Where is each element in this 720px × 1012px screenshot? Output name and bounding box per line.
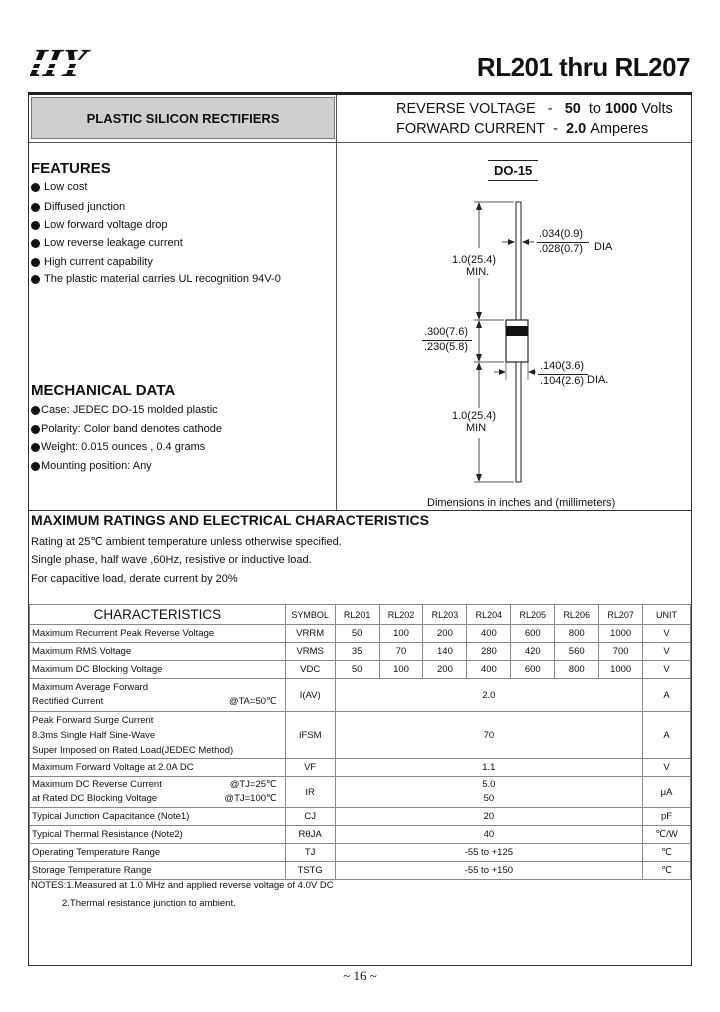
table-row xyxy=(30,625,691,643)
table-row xyxy=(30,712,691,759)
row-label: Maximum Average Forward Rectified Current @TA=50℃ xyxy=(30,679,286,712)
row-symbol: I(AV) xyxy=(285,679,335,712)
cell-value: 40 xyxy=(335,826,642,844)
mechanical-item: Polarity: Color band denotes cathode xyxy=(31,423,222,435)
row-symbol: TJ xyxy=(285,844,335,862)
body-length-max: .300(7.6) xyxy=(424,326,469,338)
lead-top xyxy=(516,202,521,320)
row-unit: μA xyxy=(643,777,691,808)
mechanical-item: Mounting position: Any xyxy=(31,460,152,472)
table-row xyxy=(30,844,691,862)
row-unit: V xyxy=(643,643,691,661)
body-diameter-max: .140(3.6) xyxy=(540,360,585,372)
column-header: RL201 xyxy=(335,605,379,625)
column-header: RL206 xyxy=(555,605,599,625)
mechanical-item: Weight: 0.015 ounces , 0.4 grams xyxy=(31,441,205,453)
row-label: Operating Temperature Range xyxy=(30,844,286,862)
frame-top-rule xyxy=(28,92,692,95)
cathode-band xyxy=(506,326,528,336)
row-symbol: TSTG xyxy=(285,862,335,880)
rating-condition: For capacitive load, derate current by 20% xyxy=(31,573,238,585)
cell-value: 2.0 xyxy=(335,679,642,712)
cell-value: -55 to +125 xyxy=(335,844,642,862)
cell-value: 400 xyxy=(467,661,511,679)
do15-package-drawing xyxy=(336,180,692,510)
column-header: UNIT xyxy=(643,605,691,625)
row-unit: pF xyxy=(643,808,691,826)
bullet-icon xyxy=(31,275,40,284)
section-divider xyxy=(29,510,691,511)
feature-item: The plastic material carries UL recognition 94V-0 xyxy=(31,273,281,285)
lead-diameter-min: .028(0.7) xyxy=(539,243,584,255)
row-symbol: IFSM xyxy=(285,712,335,759)
lead-length-bottom: 1.0(25.4) xyxy=(452,410,497,422)
row-unit: V xyxy=(643,661,691,679)
row-label: Maximum Forward Voltage at 2.0A DC xyxy=(30,759,286,777)
column-header: RL204 xyxy=(467,605,511,625)
bullet-icon xyxy=(31,406,40,415)
row-symbol: IR xyxy=(285,777,335,808)
row-label: Maximum DC Blocking Voltage xyxy=(30,661,286,679)
table-row xyxy=(30,661,691,679)
column-header: RL202 xyxy=(379,605,423,625)
body-diameter-unit: DIA. xyxy=(587,374,609,386)
note-1: NOTES:1.Measured at 1.0 MHz and applied reverse voltage of 4.0V DC xyxy=(31,880,334,891)
page-number: ~ 16 ~ xyxy=(343,968,377,983)
bullet-icon xyxy=(31,258,40,267)
row-symbol: CJ xyxy=(285,808,335,826)
product-type: PLASTIC SILICON RECTIFIERS xyxy=(86,110,280,126)
bullet-icon xyxy=(31,462,40,471)
table-row xyxy=(30,777,691,808)
rating-condition: Single phase, half wave ,60Hz, resistive or inductive load. xyxy=(31,554,312,566)
lead-bottom xyxy=(516,362,521,482)
row-unit: ℃ xyxy=(643,844,691,862)
cell-value: 50 xyxy=(335,625,379,643)
mechanical-item: Case: JEDEC DO-15 molded plastic xyxy=(31,404,218,416)
bullet-icon xyxy=(31,443,40,452)
table-row xyxy=(30,679,691,712)
row-label: Typical Thermal Resistance (Note2) xyxy=(30,826,286,844)
package-name: DO-15 xyxy=(488,160,538,181)
row-label: Peak Forward Surge Current 8.3ms Single Half Sine-Wave Super Imposed on Rated Load(JEDEC Method) xyxy=(30,712,286,759)
row-unit: ℃ xyxy=(643,862,691,880)
cell-value: 70 xyxy=(379,643,423,661)
column-header: RL205 xyxy=(511,605,555,625)
cell-value: 400 xyxy=(467,625,511,643)
row-unit: A xyxy=(643,679,691,712)
bullet-icon xyxy=(31,203,40,212)
cell-value: 560 xyxy=(555,643,599,661)
row-symbol: VF xyxy=(285,759,335,777)
row-symbol: VRRM xyxy=(285,625,335,643)
row-label: Typical Junction Capacitance (Note1) xyxy=(30,808,286,826)
note-2: 2.Thermal resistance junction to ambient. xyxy=(62,898,236,909)
features-title: FEATURES xyxy=(31,160,111,177)
row-symbol: VRMS xyxy=(285,643,335,661)
table-row xyxy=(30,808,691,826)
cell-value: 1.1 xyxy=(335,759,642,777)
cell-value: 35 xyxy=(335,643,379,661)
cell-value: 20 xyxy=(335,808,642,826)
feature-item: Low forward voltage drop xyxy=(31,219,168,231)
row-label: Maximum Recurrent Peak Reverse Voltage xyxy=(30,625,286,643)
reverse-voltage-spec: REVERSE VOLTAGE - 50 to 1000 Volts xyxy=(396,101,673,117)
dimensions-caption: Dimensions in inches and (millimeters) xyxy=(427,497,616,509)
cell-value: -55 to +150 xyxy=(335,862,642,880)
mechanical-title: MECHANICAL DATA xyxy=(31,382,176,399)
column-header: SYMBOL xyxy=(285,605,335,625)
cell-value: 50 xyxy=(335,661,379,679)
table-header-row xyxy=(30,605,691,625)
row-label: Maximum RMS Voltage xyxy=(30,643,286,661)
table-row xyxy=(30,759,691,777)
feature-item: Diffused junction xyxy=(31,201,125,213)
bullet-icon xyxy=(31,221,40,230)
cell-value: 100 xyxy=(379,625,423,643)
row-unit: V xyxy=(643,625,691,643)
cell-value: 600 xyxy=(511,625,555,643)
cell-value: 280 xyxy=(467,643,511,661)
column-header: CHARACTERISTICS xyxy=(30,605,286,625)
lead-diameter-max: .034(0.9) xyxy=(539,228,584,240)
cell-value: 5.0 50 xyxy=(335,777,642,808)
cell-value: 700 xyxy=(599,643,643,661)
feature-item: Low reverse leakage current xyxy=(31,237,183,249)
cell-value: 1000 xyxy=(599,625,643,643)
cell-value: 200 xyxy=(423,661,467,679)
ratings-title: MAXIMUM RATINGS AND ELECTRICAL CHARACTERISTICS xyxy=(31,512,429,528)
column-header: RL207 xyxy=(599,605,643,625)
cell-value: 70 xyxy=(335,712,642,759)
rating-condition: Rating at 25℃ ambient temperature unless otherwise specified. xyxy=(31,536,342,548)
lead-diameter-unit: DIA xyxy=(594,241,613,253)
cell-value: 600 xyxy=(511,661,555,679)
lead-length-top-note: MIN. xyxy=(466,266,490,278)
row-label: Maximum DC Reverse Current @TJ=25℃ at Rated DC Blocking Voltage @TJ=100℃ xyxy=(30,777,286,808)
row-unit: A xyxy=(643,712,691,759)
row-symbol: VDC xyxy=(285,661,335,679)
body-length-min: .230(5.8) xyxy=(424,341,469,353)
forward-current-spec: FORWARD CURRENT - 2.0 Amperes xyxy=(396,121,649,137)
bullet-icon xyxy=(31,239,40,248)
banner-divider xyxy=(29,142,691,143)
cell-value: 1000 xyxy=(599,661,643,679)
cell-value: 100 xyxy=(379,661,423,679)
cell-value: 420 xyxy=(511,643,555,661)
row-symbol: RθJA xyxy=(285,826,335,844)
table-row xyxy=(30,862,691,880)
column-header: RL203 xyxy=(423,605,467,625)
lead-length-top: 1.0(25.4) xyxy=(452,254,497,266)
lead-length-bottom-note: MIN xyxy=(466,422,487,434)
row-label: Storage Temperature Range xyxy=(30,862,286,880)
body-diameter-min: .104(2.6) xyxy=(540,375,585,387)
table-row xyxy=(30,643,691,661)
feature-item: Low cost xyxy=(31,181,87,193)
bullet-icon xyxy=(31,183,40,192)
cell-value: 140 xyxy=(423,643,467,661)
row-unit: V xyxy=(643,759,691,777)
cell-value: 800 xyxy=(555,625,599,643)
product-type-banner xyxy=(31,97,335,139)
feature-item: High current capability xyxy=(31,256,153,268)
row-unit: ℃/W xyxy=(643,826,691,844)
bullet-icon xyxy=(31,425,40,434)
part-title: RL201 thru RL207 xyxy=(476,52,690,82)
cell-value: 800 xyxy=(555,661,599,679)
characteristics-table xyxy=(29,604,691,880)
table-row xyxy=(30,826,691,844)
cell-value: 200 xyxy=(423,625,467,643)
hy-logo xyxy=(30,42,170,86)
